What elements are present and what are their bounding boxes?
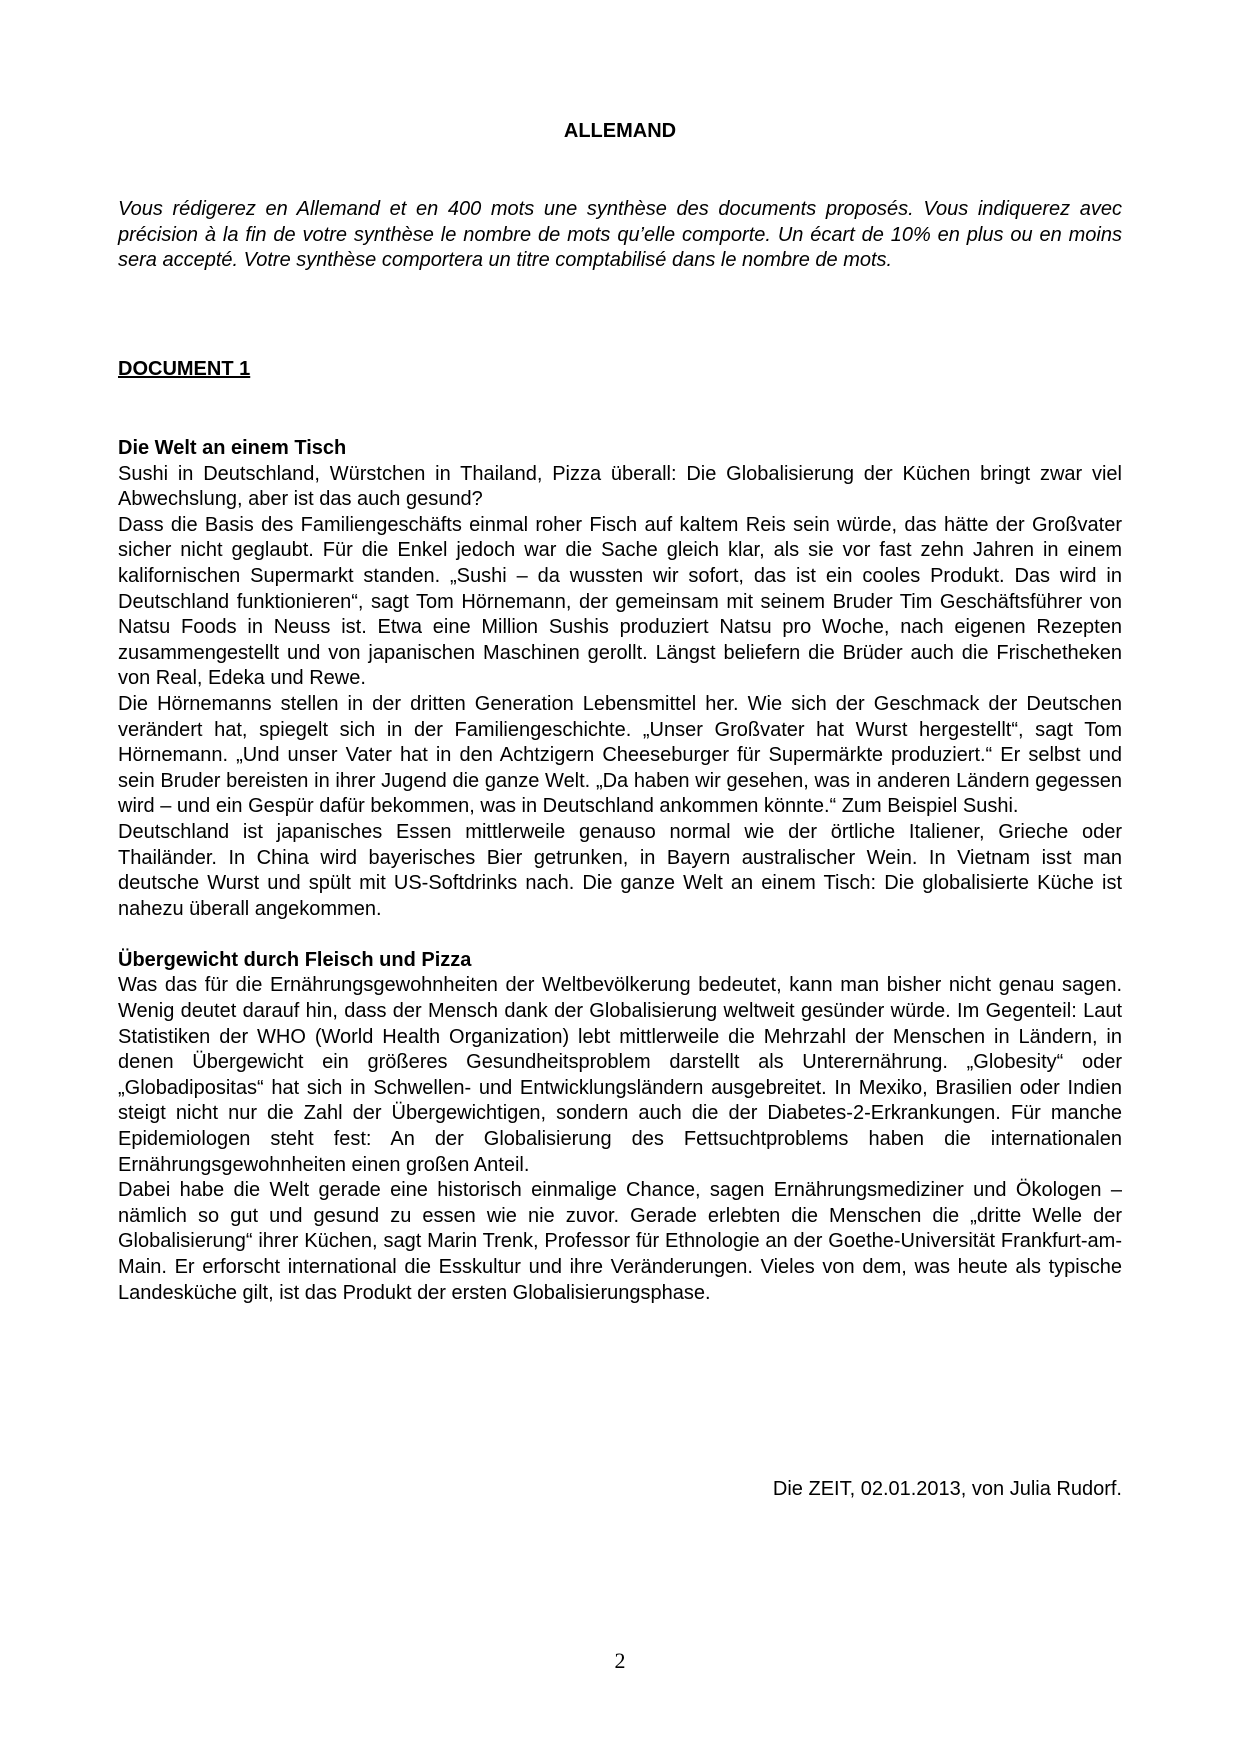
article-body bbox=[118, 436, 1122, 1306]
page-number: 2 bbox=[614, 1648, 626, 1673]
article-paragraph: Sushi in Deutschland, Würstchen in Thailand, Pizza überall: Die Globalisierung der Küchen bringt zwar viel Abwechslung, aber ist das auch gesund? bbox=[118, 462, 1122, 511]
document-heading: DOCUMENT 1 bbox=[118, 358, 251, 380]
page-title: ALLEMAND bbox=[563, 120, 677, 142]
article-paragraph: Deutschland ist japanisches Essen mittlerweile genauso normal wie der örtliche Italiener, Grieche oder Thailänder. In China wird bayerisches Bier getrunken, in Bayern australischer Wein. In Vietnam isst man deutsche Wurst und spült mit US-Softdrinks nach. Die ganze Welt an einem Tisch: Die globalisierte Küche ist nahezu überall angekommen. bbox=[118, 820, 1122, 920]
article-paragraph: Dass die Basis des Familiengeschäfts einmal roher Fisch auf kaltem Reis sein würde, das hätte der Großvater sicher nicht geglaubt. Für die Enkel jedoch war die Sache gleich klar, als sie vor fast zehn Jahren in einem kalifornischen Supermarkt standen. „Sushi – da wussten wir sofort, das ist ein cooles Produkt. Das wird in Deutschland funktionieren“, sagt Tom Hörnemann, der gemeinsam mit seinem Bruder Tim Geschäftsführer von Natsu Foods in Neuss ist. Etwa eine Million Sushis produziert Natsu pro Woche, nach eigenen Rezepten zusammengestellt und von japanischen Maschinen gerollt. Längst beliefern die Brüder auch die Frischetheken von Real, Edeka und Rewe. bbox=[118, 513, 1122, 690]
document-page bbox=[118, 0, 1122, 1754]
source-citation: Die ZEIT, 02.01.2013, von Julia Rudorf. bbox=[772, 1478, 1122, 1500]
section-spacer bbox=[118, 922, 1122, 948]
article-paragraph: Was das für die Ernährungsgewohnheiten der Weltbevölkerung bedeutet, kann man bisher nicht genau sagen. Wenig deutet darauf hin, dass der Mensch dank der Globalisierung weltweit gesünder würde. Im Gegenteil: Laut Statistiken der WHO (World Health Organization) lebt mittlerweile die Mehrzahl der Menschen in Ländern, in denen Übergewicht ein größeres Gesundheitsproblem darstellt als Unterernährung. „Globesity“ oder „Globadipositas“ hat sich in Schwellen- und Entwicklungsländern ausgebreitet. In Mexiko, Brasilien oder Indien steigt nicht nur die Zahl der Übergewichtigen, sondern auch die der Diabetes-2-Erkrankungen. Für manche Epidemiologen steht fest: An der Globalisierung des Fettsuchtproblems haben die internationalen Ernährungsgewohnheiten einen großen Anteil. bbox=[118, 974, 1122, 1176]
article-paragraph: Die Hörnemanns stellen in der dritten Generation Lebensmittel her. Wie sich der Geschmack der Deutschen verändert hat, spiegelt sich in der Familiengeschichte. „Unser Großvater hat Wurst hergestellt“, sagt Tom Hörnemann. „Und unser Vater hat in den Achtzigern Cheeseburger für Supermärkte produziert.“ Er selbst und sein Bruder bereisten in ihrer Jugend die ganze Welt. „Da haben wir gesehen, was in anderen Ländern gegessen wird – und ein Gespür dafür bekommen, was in Deutschland ankommen könnte.“ Zum Beispiel Sushi. bbox=[118, 692, 1122, 818]
section-title-uebergewicht: Übergewicht durch Fleisch und Pizza bbox=[118, 948, 472, 971]
article-paragraph: Dabei habe die Welt gerade eine historisch einmalige Chance, sagen Ernährungsmediziner und Ökologen – nämlich so gut und gesund zu essen wie nie zuvor. Gerade erlebten die Menschen die „dritte Welle der Globalisierung“ ihrer Küchen, sagt Marin Trenk, Professor für Ethnologie an der Goethe-Universität Frankfurt-am-Main. Er erforscht international die Esskultur und ihre Veränderungen. Vieles von dem, was heute als typische Landesküche gilt, ist das Produkt der ersten Globalisierungsphase. bbox=[118, 1179, 1122, 1304]
section-title-welt: Die Welt an einem Tisch bbox=[118, 437, 347, 459]
instructions-text: Vous rédigerez en Allemand et en 400 mots une synthèse des documents proposés. Vous indiquerez avec précision à la fin de votre synthèse le nombre de mots qu’elle comporte. Un écart de 10% en plus ou en moins sera accepté. Votre synthèse comportera un titre comptabilisé dans le nombre de mots. bbox=[118, 198, 1122, 271]
